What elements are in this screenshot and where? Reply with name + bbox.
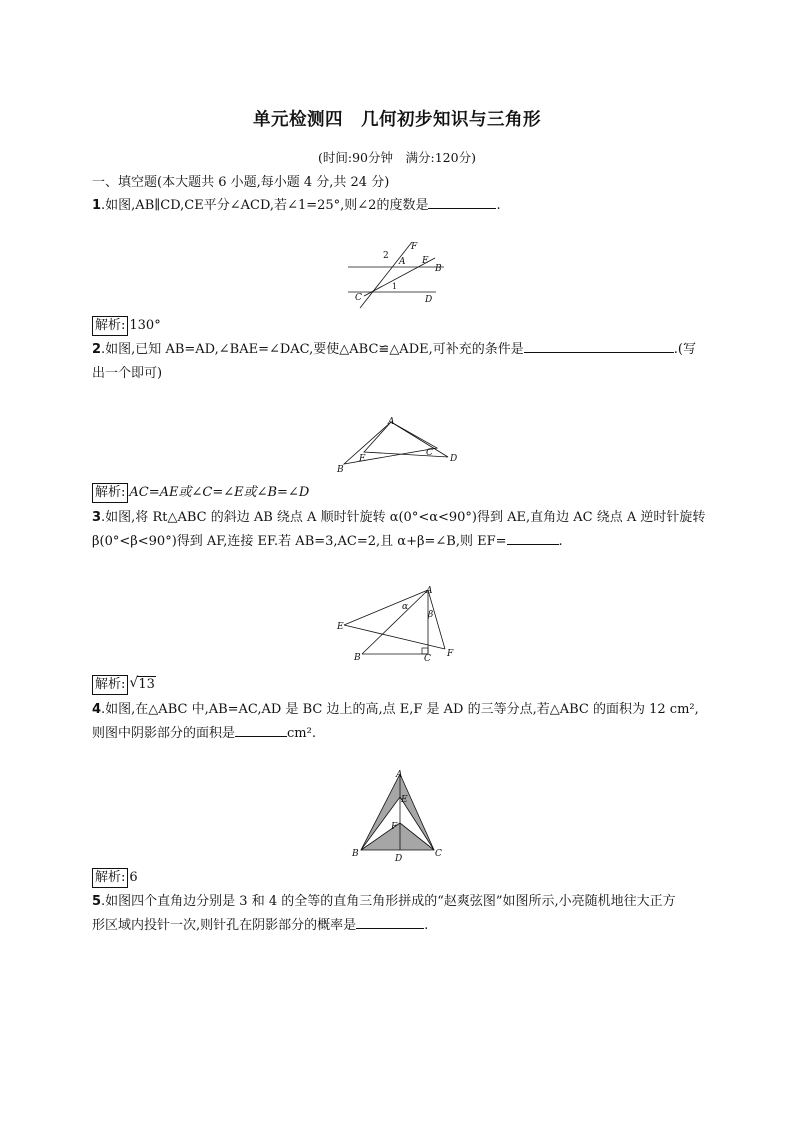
question-text: .如图,在△ABC 中,AB=AC,AD 是 BC 边上的高,点 E,F 是 AD 的三等分点,若△ABC 的面积为 12 cm², bbox=[101, 702, 699, 717]
question-4 bbox=[92, 698, 732, 746]
label-alpha: α bbox=[402, 602, 409, 612]
label-f: F bbox=[391, 822, 398, 832]
question-number: 3 bbox=[92, 510, 102, 525]
label-beta: β bbox=[428, 610, 434, 620]
solution-tag: 解析: bbox=[92, 483, 128, 503]
label-b: B bbox=[337, 465, 344, 474]
question-number: 2 bbox=[92, 342, 102, 357]
answer-text: 130° bbox=[129, 318, 161, 333]
answer-1 bbox=[92, 316, 161, 336]
question-tail: . bbox=[558, 534, 563, 549]
solution-tag: 解析: bbox=[92, 868, 128, 888]
figure-3-rotation bbox=[334, 582, 464, 662]
figure-2-triangles bbox=[334, 412, 464, 474]
label-a: A bbox=[426, 586, 433, 596]
question-1 bbox=[92, 194, 712, 218]
question-text-line2: β(0°<β<90°)得到 AF,连接 EF.若 AB=3,AC=2,且 α+β=∠B,则 EF= bbox=[92, 534, 507, 549]
segment-ef bbox=[344, 625, 445, 649]
label-d: D bbox=[450, 454, 458, 464]
label-c: C bbox=[435, 849, 442, 859]
solution-tag: 解析: bbox=[92, 675, 128, 695]
segment-ab bbox=[362, 590, 428, 654]
label-e: E bbox=[422, 256, 429, 266]
label-f: F bbox=[447, 649, 454, 659]
label-angle-2: 2 bbox=[383, 251, 389, 261]
question-text: .如图,已知 AB=AD,∠BAE=∠DAC,要使△ABC≌△ADE,可补充的条件是 bbox=[101, 342, 524, 357]
label-d: D bbox=[425, 295, 433, 305]
label-b: B bbox=[435, 264, 442, 274]
question-3 bbox=[92, 506, 732, 554]
question-tail: . bbox=[496, 198, 501, 213]
question-tail: cm². bbox=[287, 726, 316, 741]
answer-blank[interactable] bbox=[235, 722, 287, 737]
question-number: 4 bbox=[92, 702, 102, 717]
label-b: B bbox=[354, 653, 361, 662]
label-e: E bbox=[401, 795, 408, 805]
answer-3 bbox=[92, 675, 156, 695]
question-tail: .(写 bbox=[673, 342, 696, 357]
question-number: 1 bbox=[92, 198, 102, 213]
question-number: 5 bbox=[92, 894, 102, 909]
question-text: .如图,将 Rt△ABC 的斜边 AB 绕点 A 顺时针旋转 α(0°<α<90°)得到 AE,直角边 AC 绕点 A 逆时针旋转 bbox=[101, 510, 706, 525]
question-text-line2: 则图中阴影部分的面积是 bbox=[92, 726, 236, 741]
label-f: F bbox=[411, 242, 418, 252]
question-tail: . bbox=[424, 918, 429, 933]
question-text-line2: 形区域内投针一次,则针孔在阴影部分的概率是 bbox=[92, 918, 357, 933]
figure-1-parallel-lines bbox=[340, 238, 450, 310]
page-subtitle: (时间:90分钟 满分:120分) bbox=[318, 150, 476, 165]
label-c: C bbox=[426, 448, 433, 458]
answer-2 bbox=[92, 483, 309, 503]
question-5 bbox=[92, 890, 732, 938]
answer-blank[interactable] bbox=[507, 530, 559, 545]
label-a: A bbox=[388, 417, 395, 427]
section-heading: 一、填空题(本大题共 6 小题,每小题 4 分,共 24 分) bbox=[92, 175, 390, 190]
label-c: C bbox=[424, 654, 431, 662]
page-title: 单元检测四 几何初步知识与三角形 bbox=[253, 110, 541, 130]
answer-text: 13 bbox=[138, 677, 155, 692]
answer-4 bbox=[92, 868, 138, 888]
question-text-line2: 出一个即可) bbox=[92, 366, 163, 381]
answer-text: 6 bbox=[129, 870, 138, 885]
triangle-abc bbox=[344, 422, 437, 464]
label-d: D bbox=[395, 854, 403, 862]
label-c: C bbox=[355, 293, 362, 303]
label-angle-1: 1 bbox=[392, 282, 398, 291]
answer-blank[interactable] bbox=[524, 338, 674, 353]
label-b: B bbox=[352, 849, 359, 859]
question-2 bbox=[92, 338, 712, 386]
solution-tag: 解析: bbox=[92, 316, 128, 336]
question-text: .如图四个直角边分别是 3 和 4 的全等的直角三角形拼成的“赵爽弦图”如图所示,小亮随机地往大正方 bbox=[101, 894, 676, 909]
label-a: A bbox=[396, 770, 403, 780]
triangle-ade bbox=[364, 422, 448, 457]
answer-text: AC=AE或∠C=∠E或∠B=∠D bbox=[129, 485, 310, 500]
figure-4-shaded-triangle bbox=[348, 766, 448, 862]
sqrt-symbol: √ 13 bbox=[129, 675, 155, 692]
answer-blank[interactable] bbox=[428, 194, 496, 209]
question-text: .如图,AB∥CD,CE平分∠ACD,若∠1=25°,则∠2的度数是 bbox=[101, 198, 429, 213]
segment-ae bbox=[344, 590, 428, 625]
label-e: E bbox=[359, 454, 366, 464]
label-e: E bbox=[337, 622, 344, 632]
label-a: A bbox=[399, 257, 406, 267]
answer-blank[interactable] bbox=[356, 914, 424, 929]
